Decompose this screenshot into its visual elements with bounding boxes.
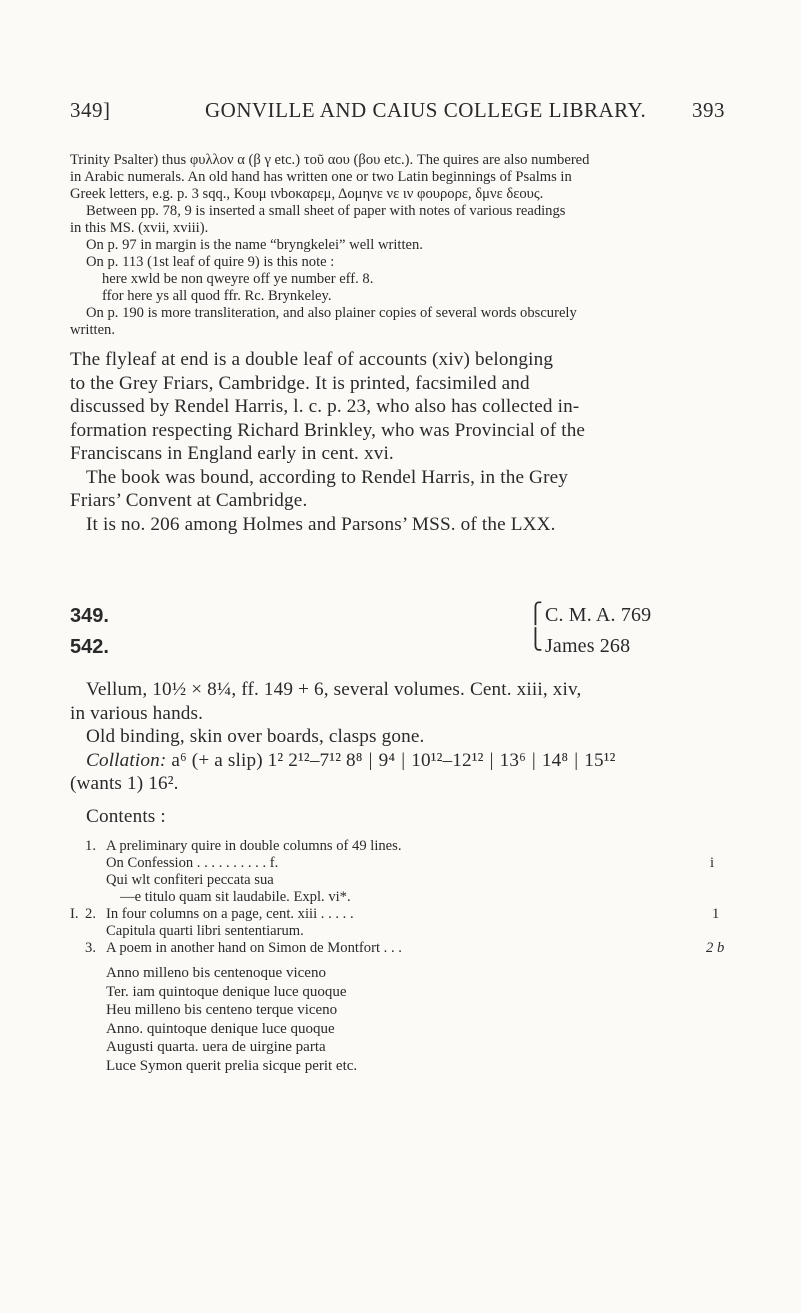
collation-part: 10¹²–12¹²: [411, 749, 484, 771]
item-text: A poem in another hand on Simon de Montfort . . .: [106, 940, 402, 956]
item-text: A preliminary quire in double columns of 49 lines.: [106, 838, 402, 854]
item-number: 3.: [85, 940, 96, 956]
text-line: Trinity Psalter) thus φυλλον α (β γ etc.) τοῦ αου (βου etc.). The quires are also numbered: [70, 152, 590, 168]
brace-icon-lower: ⎩: [528, 629, 543, 651]
item-text: —e titulo quam sit laudabile. Expl. vi*.: [120, 889, 351, 905]
text-line: to the Grey Friars, Cambridge. It is printed, facsimiled and: [70, 372, 530, 394]
text-line: Between pp. 78, 9 is inserted a small sheet of paper with notes of various readings: [86, 203, 566, 219]
item-folio: 1: [712, 906, 720, 922]
item-text: Qui wlt confiteri peccata sua: [106, 872, 274, 888]
text-line: written.: [70, 322, 115, 338]
poem-line: Luce Symon querit prelia sicque perit etc.: [106, 1057, 358, 1074]
item-text: Capitula quarti libri sententiarum.: [106, 923, 304, 939]
item-text: In four columns on a page, cent. xiii . . . . .: [106, 906, 354, 922]
text-line: in this MS. (xvii, xviii).: [70, 220, 209, 236]
item-roman: I.: [70, 906, 79, 922]
entry-number-alt: 542.: [70, 636, 109, 658]
collation-part: 15¹²: [584, 749, 616, 771]
small-paragraph: [70, 152, 589, 339]
poem-line: Ter. iam quintoque denique luce quoque: [106, 983, 347, 1000]
item-folio: i: [710, 855, 715, 871]
large-paragraph: [70, 348, 585, 536]
collation-part: a⁶ (+ a slip) 1² 2¹²–7¹² 8⁸: [171, 749, 363, 771]
text-line: It is no. 206 among Holmes and Parsons’ MSS. of the LXX.: [86, 513, 556, 535]
poem-line: Anno. quintoque denique luce quoque: [106, 1020, 335, 1037]
text-line: On p. 190 is more transliteration, and also plainer copies of several words obscurely: [86, 305, 577, 321]
item-number: 2.: [85, 906, 96, 922]
reference-cma: C. M. A. 769: [545, 604, 652, 626]
collation-line: Collation: a⁶ (+ a slip) 1² 2¹²–7¹² 8⁸ | 9⁴ | 10¹²–12¹² | 13⁶ | 14⁸ | 15¹²: [86, 749, 616, 771]
poem-line: Augusti quarta. uera de uirgine parta: [106, 1039, 326, 1055]
collation-part: 13⁶: [499, 749, 526, 771]
poem-line: Heu milleno bis centeno terque viceno: [106, 1002, 338, 1018]
collation-label: Collation:: [86, 749, 167, 771]
brace-icon: ⎧: [528, 603, 543, 625]
text-line: in various hands.: [70, 702, 204, 724]
text-line: Friars’ Convent at Cambridge.: [70, 490, 308, 511]
collation-part: 9⁴: [378, 749, 396, 771]
text-line: The book was bound, according to Rendel Harris, in the Grey: [86, 466, 569, 488]
text-line: Vellum, 10½ × 8¼, ff. 149 + 6, several volumes. Cent. xiii, xiv,: [86, 679, 582, 700]
running-head-page-number: 393: [692, 98, 725, 122]
item-text: On Confession . . . . . . . . . . f.: [106, 855, 279, 871]
collation-part: 14⁸: [541, 749, 569, 771]
text-line: here xwld be non qweyre off ye number eff. 8.: [102, 271, 374, 287]
running-head-title: GONVILLE AND CAIUS COLLEGE LIBRARY.: [205, 98, 647, 122]
text-line: discussed by Rendel Harris, l. c. p. 23, who also has collected in-: [70, 396, 580, 417]
text-line: Franciscans in England early in cent. xvi.: [70, 443, 394, 464]
poem-line: Anno milleno bis centenoque viceno: [106, 965, 326, 981]
text-line: Greek letters, e.g. p. 3 sqq., Κουμ ινboκαρεμ, Δομηνε νε ιν φουρορε, δμνε δεους.: [70, 186, 544, 202]
text-line: On p. 97 in margin is the name “bryngkelei” well written.: [86, 237, 423, 253]
text-line: The flyleaf at end is a double leaf of accounts (xiv) belonging: [70, 349, 554, 370]
physical-description: [70, 678, 616, 796]
item-number: 1.: [85, 838, 96, 854]
text-line: formation respecting Richard Brinkley, who was Provincial of the: [70, 419, 586, 441]
entry-number: 349.: [70, 605, 109, 627]
text-line: in Arabic numerals. An old hand has written one or two Latin beginnings of Psalms in: [70, 169, 572, 185]
reference-james: James 268: [545, 635, 631, 657]
text-line: Old binding, skin over boards, clasps gone.: [86, 726, 425, 747]
text-line: (wants 1) 16².: [70, 773, 179, 794]
contents-heading: Contents :: [86, 806, 166, 827]
text-line: ffor here ys all quod ffr. Rc. Brynkeley.: [102, 288, 332, 304]
item-folio: 2 b: [706, 940, 725, 956]
running-head-left: 349]: [70, 98, 111, 122]
poem: [106, 964, 357, 1075]
text-line: On p. 113 (1st leaf of quire 9) is this note :: [86, 254, 335, 270]
